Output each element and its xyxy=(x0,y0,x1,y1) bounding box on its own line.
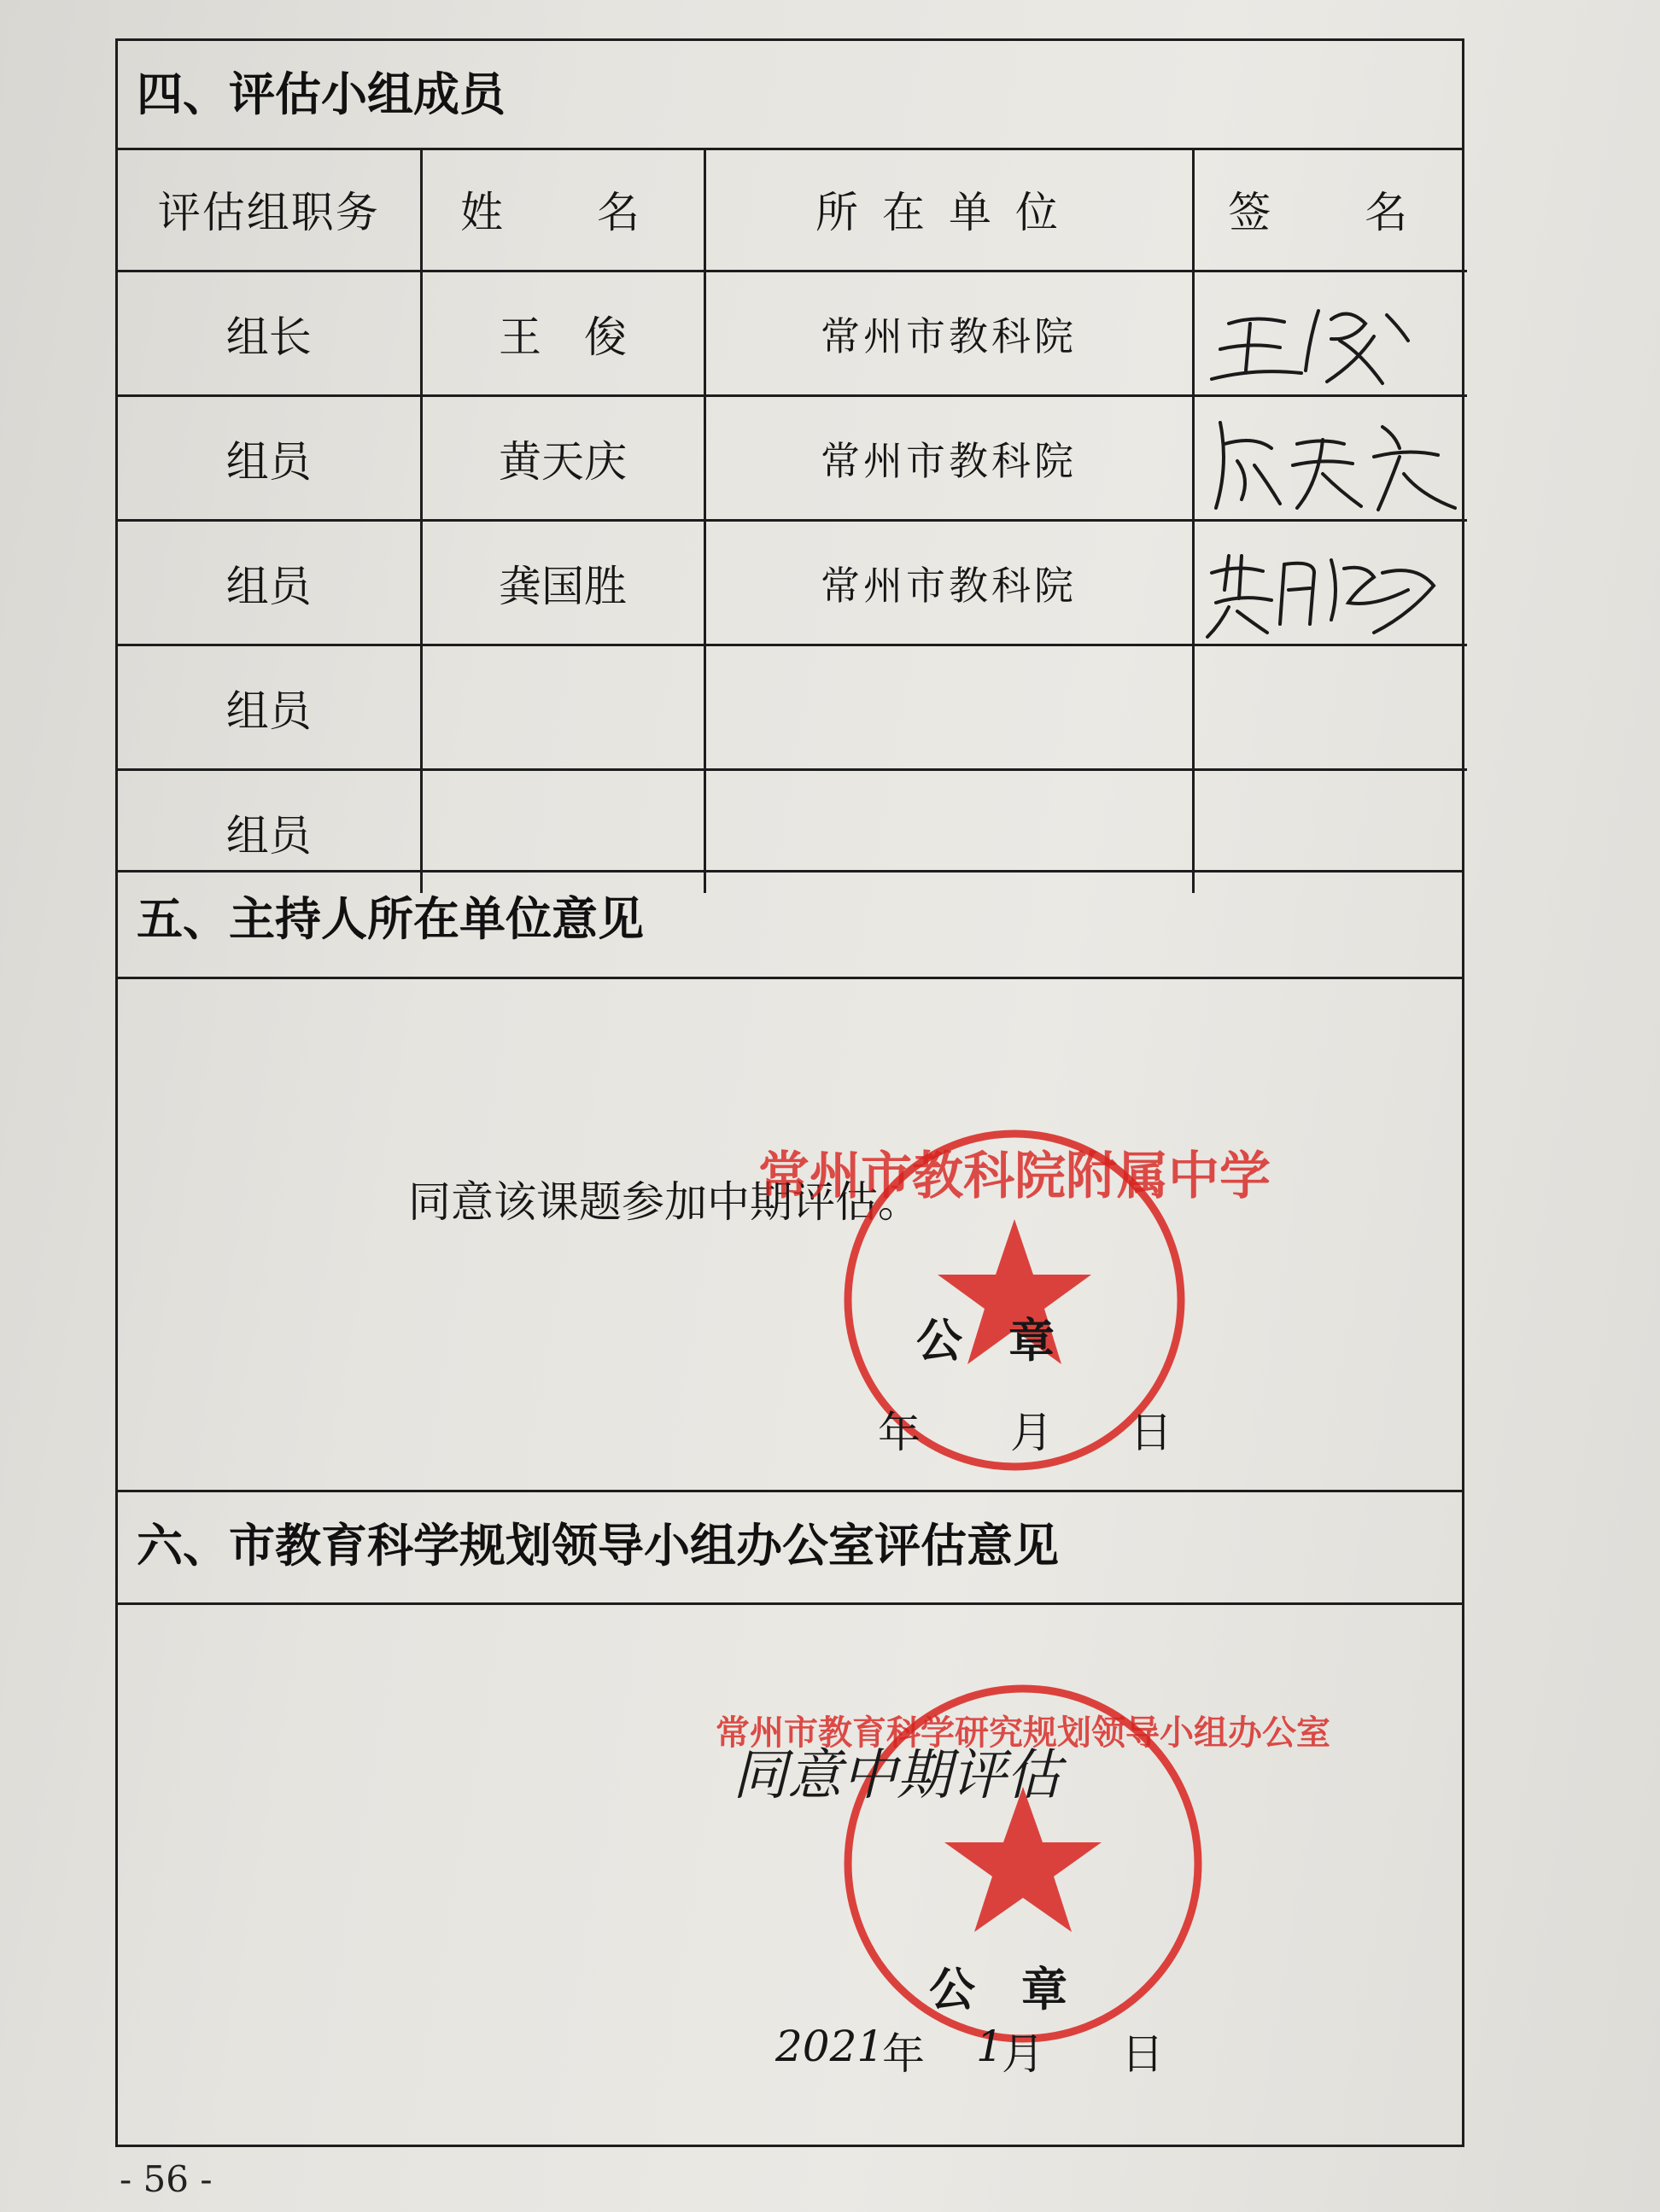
section6-date-month-value: 1 xyxy=(976,2022,1003,2071)
table-row xyxy=(118,521,1467,645)
name-cell: 王 俊 xyxy=(421,271,704,396)
section6-seal-label: 公 章 xyxy=(929,1963,1067,2016)
section5-seal-label: 公 章 xyxy=(916,1314,1055,1368)
section5-title: 五、主持人所在单位意见 xyxy=(118,870,1462,979)
signature-cell xyxy=(1193,521,1467,645)
unit-cell: 常州市教科院 xyxy=(704,396,1193,521)
name-cell xyxy=(421,645,704,770)
signature-wang-jun xyxy=(1203,289,1451,392)
unit-cell: 常州市教科院 xyxy=(704,521,1193,645)
role-cell: 组员 xyxy=(118,521,421,645)
role-cell: 组员 xyxy=(118,645,421,770)
section5-date-day: 日 xyxy=(1130,1408,1172,1457)
signature-cell xyxy=(1193,645,1467,770)
evaluation-form xyxy=(115,38,1464,2147)
section4-title: 四、评估小组成员 xyxy=(118,41,1462,150)
page-number: - 56 - xyxy=(120,2158,213,2200)
section5-date-month: 月 xyxy=(1010,1408,1053,1457)
table-row xyxy=(118,271,1467,396)
unit-cell: 常州市教科院 xyxy=(704,271,1193,396)
header-unit: 所在单位 xyxy=(704,148,1193,271)
section6-date-month: 月 xyxy=(1002,2029,1044,2079)
svg-text:常州市教育科学研究规划领导小组办公室: 常州市教育科学研究规划领导小组办公室 xyxy=(716,1713,1330,1753)
header-role: 评估组职务 xyxy=(118,148,421,271)
section6-date-year-value: 2021 xyxy=(775,2022,885,2071)
header-signature: 签 名 xyxy=(1193,148,1467,271)
name-cell: 黄天庆 xyxy=(421,396,704,521)
signature-cell xyxy=(1193,271,1467,396)
role-cell: 组长 xyxy=(118,271,421,396)
members-header-row xyxy=(118,148,1467,271)
header-name: 姓 名 xyxy=(421,148,704,271)
section6-title: 六、市教育科学规划领导小组办公室评估意见 xyxy=(118,1490,1462,1605)
section6-date-year: 年 xyxy=(882,2029,925,2079)
table-row xyxy=(118,396,1467,521)
unit-cell xyxy=(704,645,1193,770)
members-table xyxy=(118,148,1467,893)
role-cell: 组员 xyxy=(118,770,421,894)
section5-opinion: 同意该课题参加中期评估。 xyxy=(408,1177,921,1227)
signature-huang-tianqing xyxy=(1203,414,1459,521)
name-cell: 龚国胜 xyxy=(421,521,704,645)
signature-gong-guosheng xyxy=(1203,539,1459,645)
section6-opinion-handwritten: 同意中期评估 xyxy=(733,1744,1061,1807)
role-cell: 组员 xyxy=(118,396,421,521)
svg-text:常州市教科院附属中学: 常州市教科院附属中学 xyxy=(758,1147,1271,1206)
table-row xyxy=(118,645,1467,770)
section5-date-year: 年 xyxy=(878,1408,921,1457)
section6-date-day: 日 xyxy=(1121,2029,1164,2079)
signature-cell xyxy=(1193,396,1467,521)
